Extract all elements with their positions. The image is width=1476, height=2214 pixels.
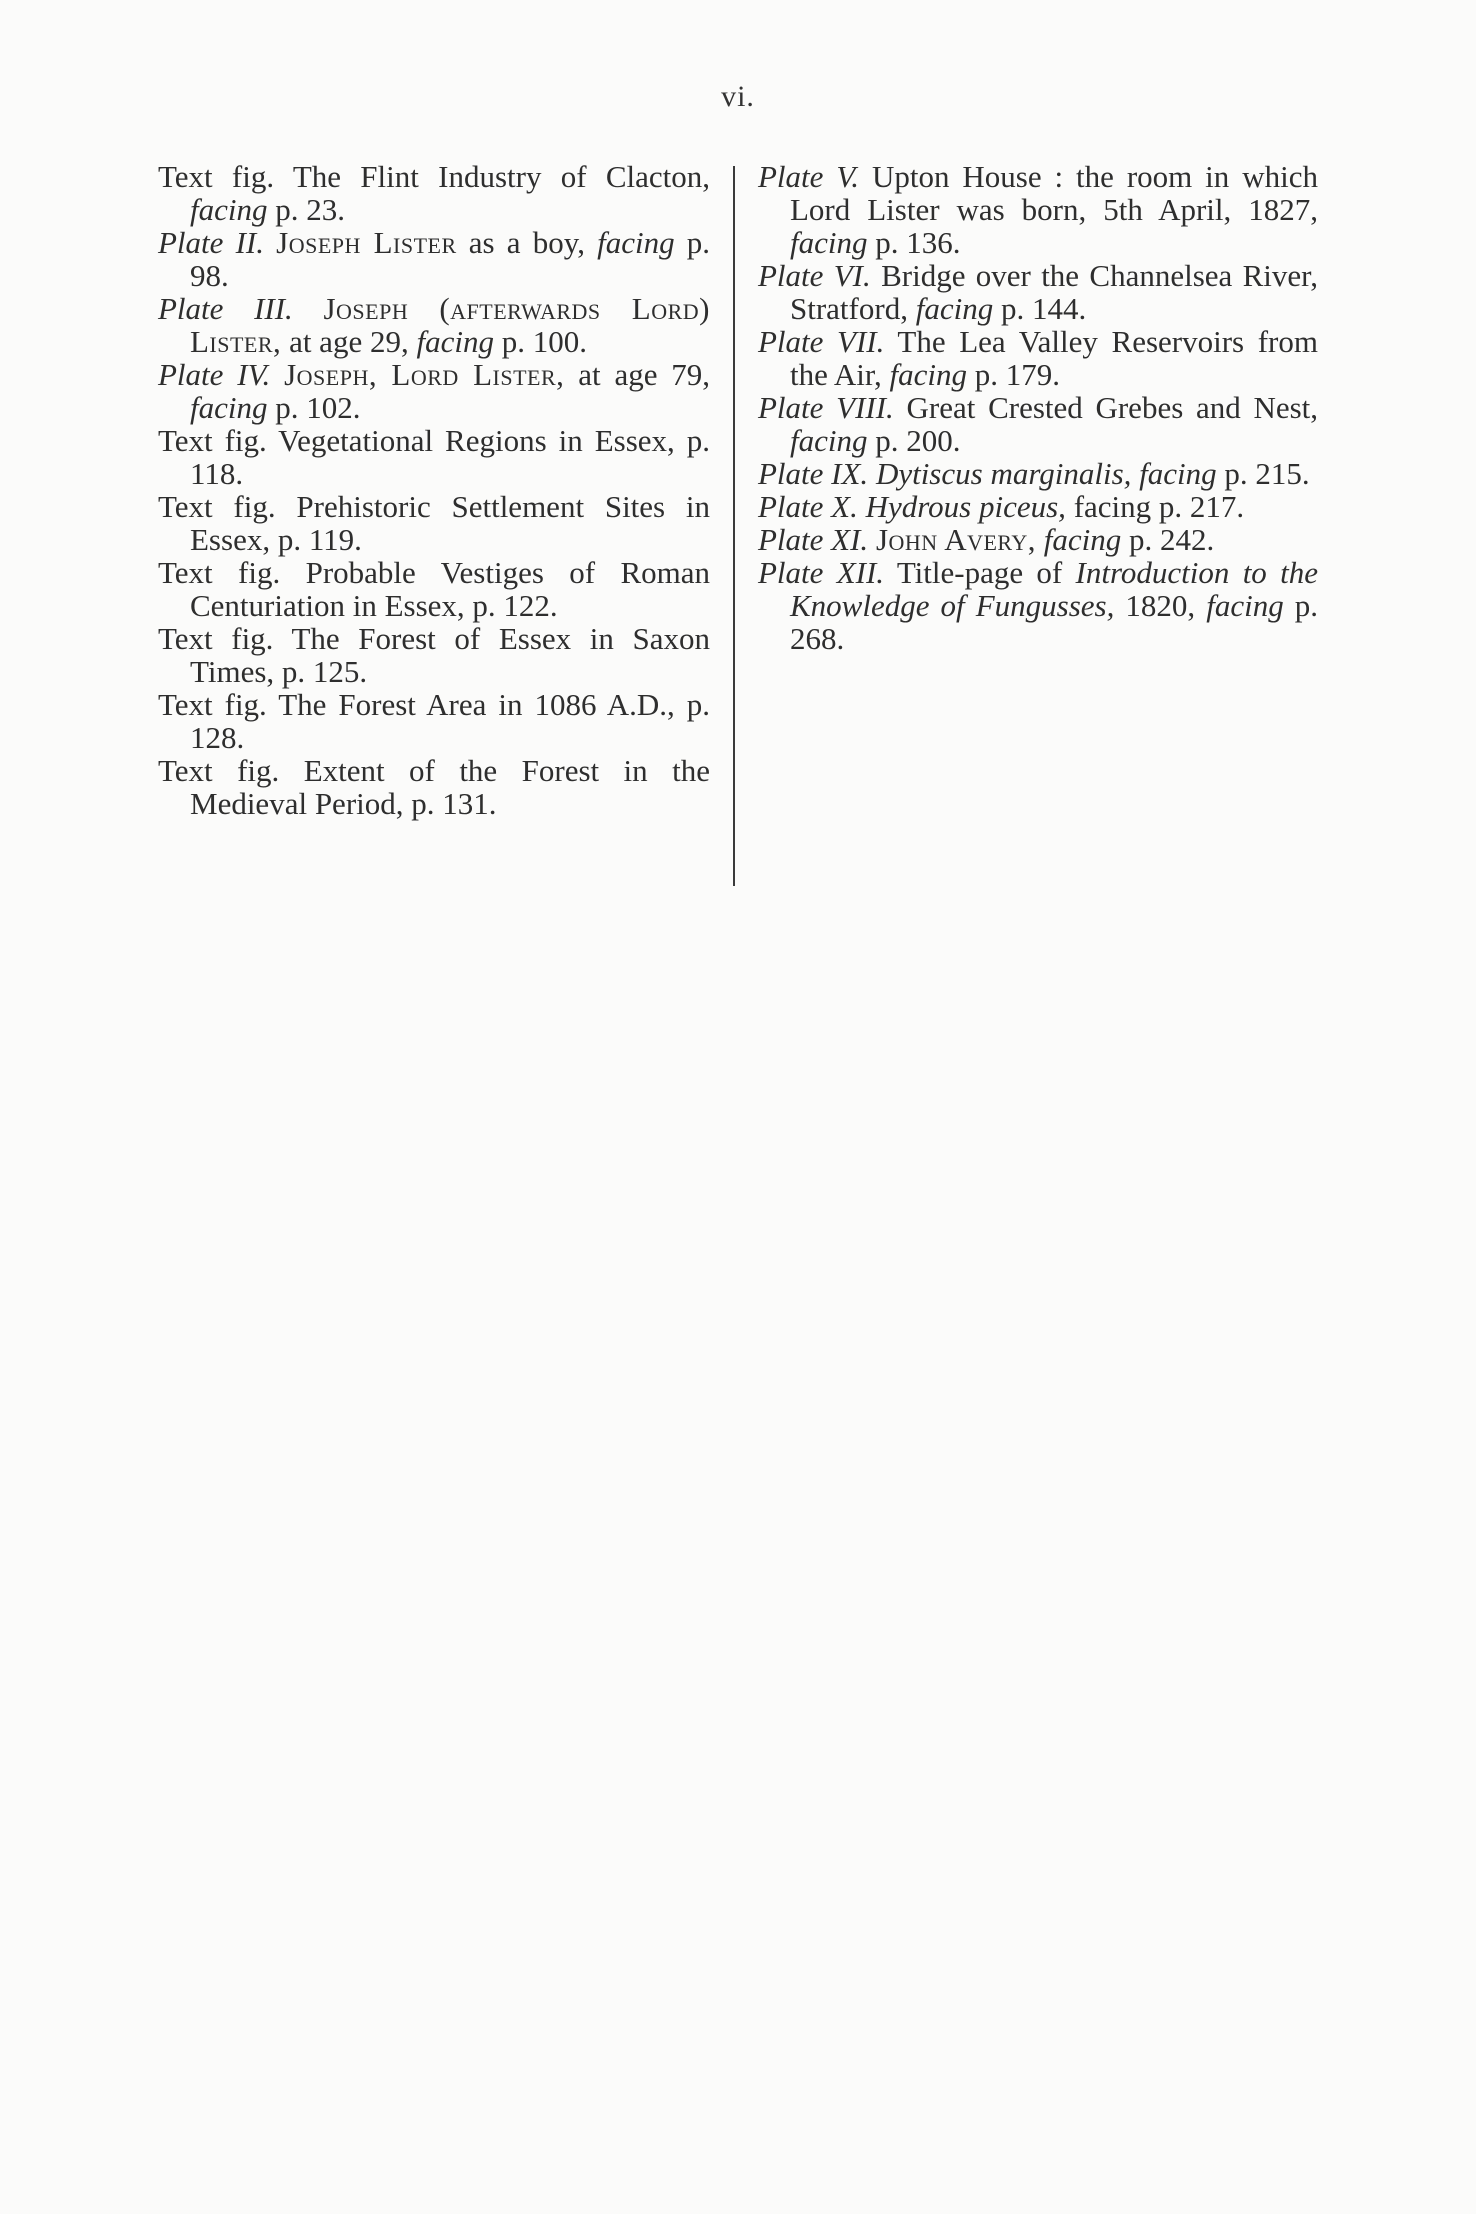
- entry-name: Joseph Lister: [276, 225, 457, 260]
- entry-title: Bridge over the Channelsea River, Stratford,: [790, 258, 1318, 326]
- entry-title: The Lea Valley Reservoirs from the Air,: [790, 324, 1318, 392]
- list-of-illustrations-entry: [158, 754, 710, 820]
- entry-title: Probable Vestiges of Roman Centuriation in Essex, p. 122.: [190, 555, 710, 623]
- entry-italic-title: Hydrous piceus,: [865, 489, 1066, 524]
- entry-italic-title: Introduction to the Knowledge of Fungusses,: [790, 555, 1318, 623]
- entry-page: p. 268.: [790, 588, 1319, 656]
- list-of-illustrations-entry: [758, 457, 1318, 490]
- entry-title: Extent of the Forest in the Medieval Period, p. 131.: [190, 753, 710, 821]
- list-of-illustrations-entry: [758, 259, 1318, 325]
- entry-detail: at age 79,: [578, 357, 711, 392]
- entry-label: Plate IX.: [758, 456, 869, 491]
- entry-title: Great Crested Grebes and Nest,: [906, 390, 1319, 425]
- list-of-illustrations-entry: [758, 160, 1318, 259]
- entry-page: p. 200.: [875, 423, 961, 458]
- entry-facing: facing: [915, 291, 994, 326]
- entry-page: p. 98.: [190, 225, 711, 293]
- list-of-illustrations-entry: [158, 160, 710, 226]
- entry-facing: facing: [190, 390, 268, 425]
- entry-facing: facing: [790, 423, 868, 458]
- entry-name: Joseph, Lord Lister,: [284, 357, 565, 392]
- entry-facing: facing: [1043, 522, 1122, 557]
- entry-title: Upton House : the room in which Lord Lister was born, 5th April, 1827,: [790, 159, 1318, 227]
- entry-label: Text fig.: [158, 159, 275, 194]
- list-of-illustrations-entry: [158, 358, 710, 424]
- entry-label: Text fig.: [158, 687, 267, 722]
- list-of-illustrations-entry: [158, 490, 710, 556]
- entry-facing: facing: [1073, 489, 1152, 524]
- entry-label: Text fig.: [158, 423, 267, 458]
- entry-page: p. 144.: [1000, 291, 1087, 326]
- entry-title: The Forest Area in 1086 A.D., p. 128.: [190, 687, 710, 755]
- entry-italic-title: Dytiscus marginalis,: [875, 456, 1132, 491]
- entry-facing: facing: [889, 357, 967, 392]
- entry-facing: facing: [597, 225, 675, 260]
- entry-label: Plate II.: [158, 225, 264, 260]
- list-of-illustrations-entry: [158, 226, 710, 292]
- right-column: [758, 160, 1318, 655]
- entry-label: Text fig.: [158, 753, 280, 788]
- entry-label: Plate III.: [158, 291, 293, 326]
- entry-page: p. 23.: [275, 192, 345, 227]
- entry-page: p. 217.: [1158, 489, 1245, 524]
- list-of-illustrations-entry: [158, 424, 710, 490]
- entry-facing: facing: [190, 192, 268, 227]
- entry-facing: facing: [790, 225, 868, 260]
- entry-title: Title-page of: [896, 555, 1063, 590]
- page-number: vi.: [721, 80, 755, 113]
- list-of-illustrations-entry: [758, 325, 1318, 391]
- entry-facing: facing: [1206, 588, 1284, 623]
- entry-label: Plate VII.: [758, 324, 885, 359]
- list-of-illustrations-entry: [158, 688, 710, 754]
- entry-detail: as a boy,: [468, 225, 585, 260]
- entry-title: Vegetational Regions in Essex, p. 118.: [190, 423, 710, 491]
- entry-page: p. 215.: [1224, 456, 1310, 491]
- entry-facing: facing: [416, 324, 494, 359]
- entry-page: p. 100.: [501, 324, 587, 359]
- entry-page: p. 179.: [974, 357, 1060, 392]
- column-divider: [733, 166, 735, 886]
- entry-title: The Forest of Essex in Saxon Times, p. 125.: [190, 621, 710, 689]
- list-of-illustrations-entry: [758, 391, 1318, 457]
- entry-label: Text fig.: [158, 621, 274, 656]
- list-of-illustrations-entry: [758, 523, 1318, 556]
- entry-page: p. 136.: [875, 225, 961, 260]
- list-of-illustrations-entry: [158, 556, 710, 622]
- entry-name: John Avery,: [875, 522, 1037, 557]
- entry-detail: at age 29,: [289, 324, 409, 359]
- entry-label: Text fig.: [158, 489, 276, 524]
- entry-page: p. 242.: [1129, 522, 1215, 557]
- entry-label: Plate VI.: [758, 258, 871, 293]
- entry-label: Plate XII.: [758, 555, 885, 590]
- list-of-illustrations-entry: [758, 556, 1318, 655]
- entry-label: Plate X.: [758, 489, 858, 524]
- entry-label: Plate IV.: [158, 357, 271, 392]
- entry-title: The Flint Industry of Clacton,: [292, 159, 710, 194]
- entry-facing: facing: [1139, 456, 1217, 491]
- entry-label: Plate V.: [758, 159, 860, 194]
- entry-label: Plate XI.: [758, 522, 869, 557]
- entry-title: Prehistoric Settlement Sites in Essex, p. 119.: [190, 489, 710, 557]
- list-of-illustrations-entry: [158, 622, 710, 688]
- entry-label: Text fig.: [158, 555, 281, 590]
- entry-year: 1820,: [1125, 588, 1196, 623]
- entry-name: Joseph (afterwards Lord) Lister,: [190, 291, 711, 359]
- entry-label: Plate VIII.: [758, 390, 894, 425]
- list-of-illustrations-entry: [158, 292, 710, 358]
- list-of-illustrations-entry: [758, 490, 1318, 523]
- entry-page: p. 102.: [275, 390, 361, 425]
- left-column: [158, 160, 710, 820]
